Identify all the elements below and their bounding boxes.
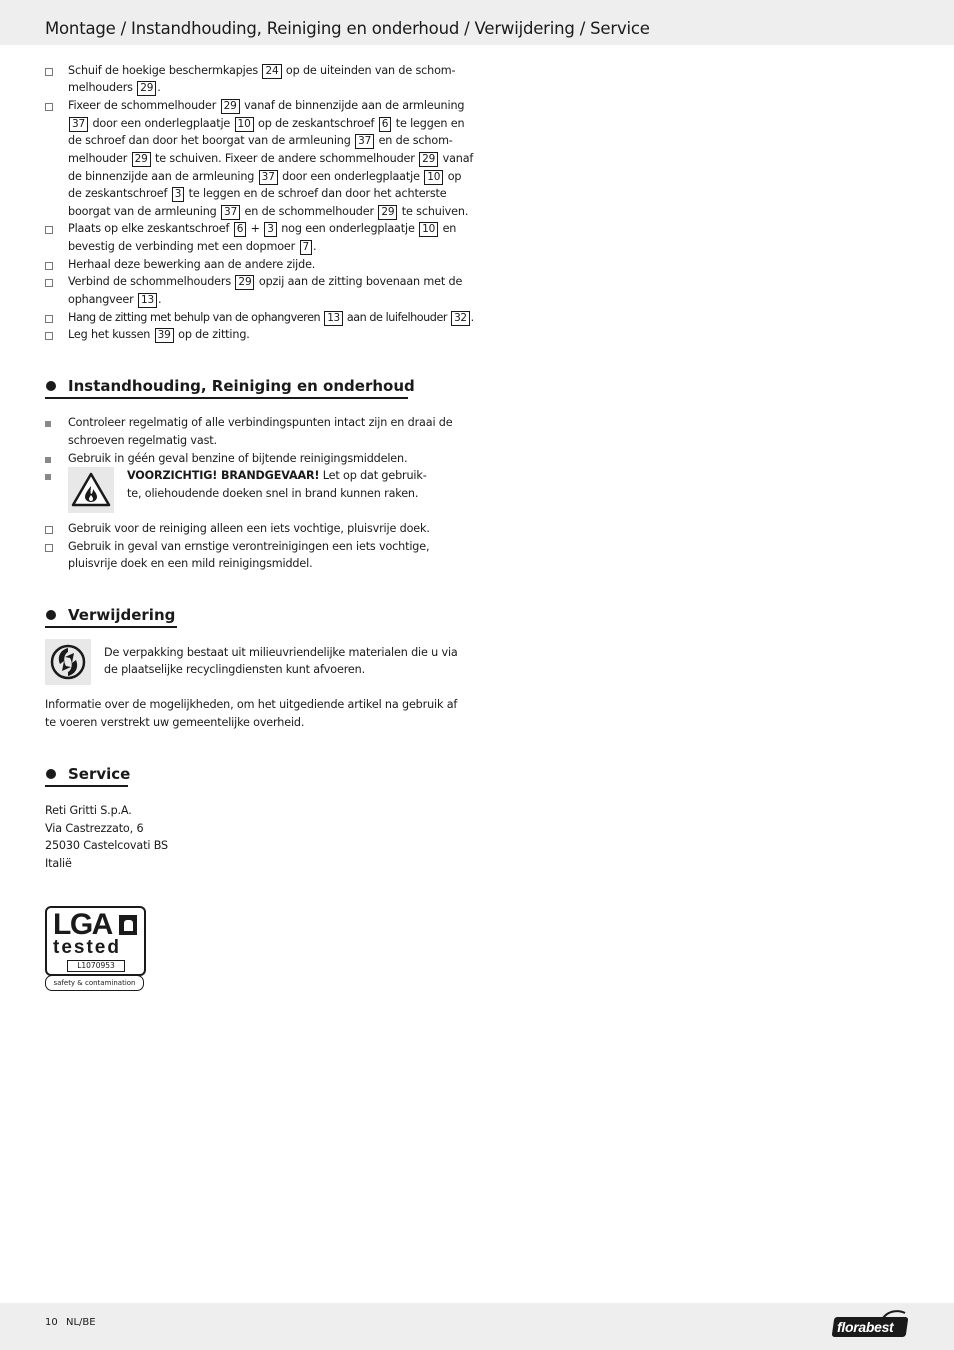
maintenance-line-5: Gebruik in geval van ernstige verontreinigingen een iets vochtige,: [68, 540, 430, 553]
step-2-line-2: 37 door een onderlegplaatje 10 op de zeskantschroef 6 te leggen en: [68, 115, 464, 133]
maintenance-line-1: Controleer regelmatig of alle verbindingspunten intact zijn en draai de: [68, 416, 453, 429]
checkbox-bullet: [45, 68, 53, 76]
recycling-green-dot-icon: [45, 639, 91, 685]
maintenance-line-2: schroeven regelmatig vast.: [68, 434, 217, 447]
lga-mark-icon: [119, 915, 137, 935]
disposal-paragraph-line-1: Informatie over de mogelijkheden, om het uitgediende artikel na gebruik af: [45, 698, 458, 711]
maintenance-line-4: Gebruik voor de reiniging alleen een iets vochtige, pluisvrije doek.: [68, 522, 430, 535]
tested-label: tested: [53, 937, 121, 958]
footer-bar: [0, 1303, 954, 1350]
step-2-line-5: de binnenzijde aan de armleuning 37 door een onderlegplaatje 10 op: [68, 170, 462, 183]
maintenance-line-3: Gebruik in géén geval benzine of bijtende reinigingsmiddelen.: [68, 452, 408, 465]
step-4-line: Herhaal deze bewerking aan de andere zijde.: [68, 258, 316, 271]
checkbox-bullet: [45, 332, 53, 340]
page-title: Montage / Instandhouding, Reiniging en onderhoud / Verwijdering / Service: [45, 19, 650, 38]
florabest-logo: florabest: [833, 1314, 909, 1338]
address-line: Italië: [45, 857, 72, 870]
square-bullet: [45, 421, 51, 427]
disposal-icon-line-2: de plaatselijke recyclingdiensten kunt afvoeren.: [104, 663, 365, 676]
checkbox-bullet: [45, 526, 53, 534]
checkbox-bullet: [45, 315, 53, 323]
disposal-paragraph-line-2: te voeren verstrekt uw gemeentelijke overheid.: [45, 716, 305, 729]
language-code: NL/BE: [66, 1317, 96, 1328]
step-3-line-2: bevestig de verbinding met een dopmoer 7 .: [68, 240, 317, 253]
step-7-line: Leg het kussen 39 op de zitting.: [68, 328, 250, 341]
step-2-line-1: Fixeer de schommelhouder 29 vanaf de binnenzijde aan de armleuning: [68, 99, 465, 112]
checkbox-bullet: [45, 262, 53, 270]
step-6-line: Hang de zitting met behulp van de ophangveren 13 aan de luifelhouder 32 .: [68, 311, 474, 324]
heading-bullet: [46, 769, 56, 779]
fire-warning-icon: [68, 467, 114, 513]
fire-warning-line-2: te, oliehoudende doeken snel in brand kunnen raken.: [127, 487, 419, 500]
step-1-line-2: melhouders 29 .: [68, 81, 161, 94]
checkbox-bullet: [45, 103, 53, 111]
step-2-line-7: boorgat van de armleuning 37 en de schommelhouder 29 te schuiven.: [68, 205, 469, 218]
address-line: Via Castrezzato, 6: [45, 822, 144, 835]
address-line: Reti Gritti S.p.A.: [45, 804, 132, 817]
step-5-line-2: ophangveer 13 .: [68, 293, 162, 306]
checkbox-bullet: [45, 226, 53, 234]
step-2-line-6: de zeskantschroef 3 te leggen en de schroef dan door het achterste: [68, 187, 447, 200]
heading-underline: [45, 785, 128, 787]
step-2-line-4: melhouder 29 te schuiven. Fixeer de andere schommelhouder 29 vanaf: [68, 152, 474, 165]
step-1-line-1: Schuif de hoekige beschermkapjes 24 op de uiteinden van de schom-: [68, 64, 456, 77]
heading-underline: [45, 397, 408, 399]
square-bullet: [45, 457, 51, 463]
heading-bullet: [46, 610, 56, 620]
checkbox-bullet: [45, 544, 53, 552]
heading-bullet: [46, 381, 56, 391]
maintenance-line-6: pluisvrije doek en een mild reinigingsmiddel.: [68, 557, 313, 570]
checkbox-bullet: [45, 279, 53, 287]
disposal-icon-line-1: De verpakking bestaat uit milieuvriendelijke materialen die u via: [104, 646, 458, 659]
fire-warning-line-1: VOORZICHTIG! BRANDGEVAAR! Let op dat gebruik-: [127, 469, 427, 482]
badge-caption: safety & contamination: [45, 975, 144, 991]
step-3-line-1: Plaats op elke zeskantschroef 6 + 3 nog een onderlegplaatje 10 en: [68, 222, 457, 235]
page-number: 10: [45, 1317, 58, 1328]
heading-underline: [45, 626, 177, 628]
step-5-line-1: Verbind de schommelhouders 29 opzij aan de zitting bovenaan met de: [68, 275, 463, 288]
lga-logo-text: LGA: [53, 908, 112, 941]
address-line: 25030 Castelcovati BS: [45, 839, 168, 852]
step-2-line-3: de schroef dan door het boorgat van de armleuning 37 en de schom-: [68, 134, 453, 147]
square-bullet: [45, 474, 51, 480]
lga-tested-badge: [45, 906, 146, 992]
certificate-code: L1070953: [67, 960, 125, 972]
